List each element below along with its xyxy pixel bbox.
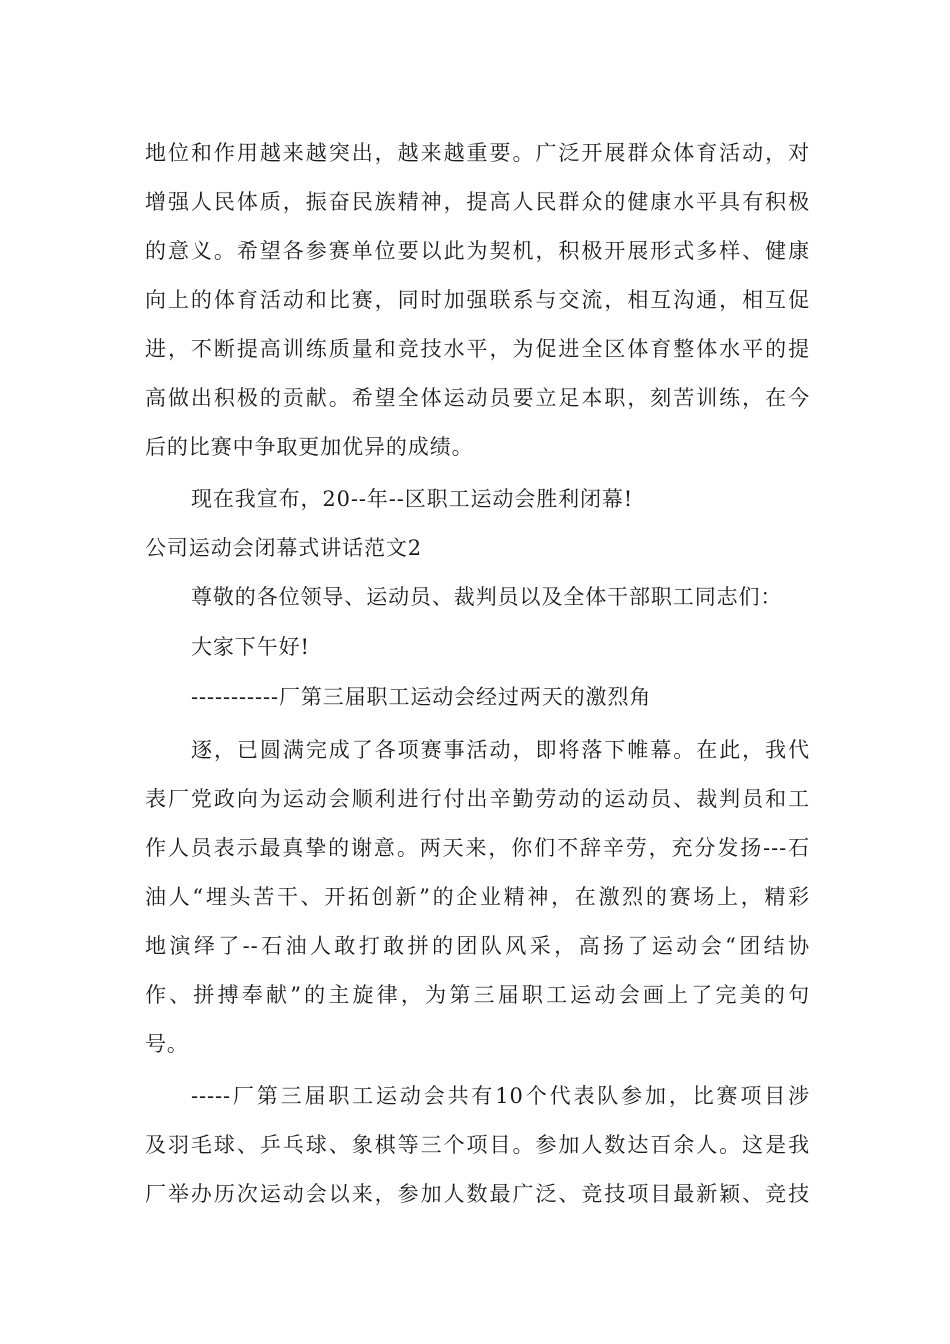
greeting-line: 大家下午好! xyxy=(191,635,310,659)
body-line: 地演绎了--石油人敢打敢拼的团队风采，高扬了运动会“团结协 xyxy=(145,934,810,958)
paragraph-line: 高做出积极的贡献。希望全体运动员要立足本职，刻苦训练，在今 xyxy=(145,386,810,410)
body-line: 作人员表示最真挚的谢意。两天来，你们不辞辛劳，充分发扬---石 xyxy=(145,836,810,860)
body-line: 油人“埋头苦干、开拓创新”的企业精神，在激烈的赛场上，精彩 xyxy=(145,885,810,909)
body-line: 表厂党政向为运动会顺利进行付出辛勤劳动的运动员、裁判员和工 xyxy=(145,787,810,811)
body-line: 作、拼搏奉献”的主旋律，为第三届职工运动会画上了完美的句 xyxy=(145,983,810,1007)
body-line: 逐，已圆满完成了各项赛事活动，即将落下帷幕。在此，我代 xyxy=(191,738,810,762)
body-line: 号。 xyxy=(145,1032,189,1056)
announcement-line: 现在我宣布，20--年--区职工运动会胜利闭幕! xyxy=(191,487,634,511)
paragraph-line: 进，不断提高训练质量和竞技水平，为促进全区体育整体水平的提 xyxy=(145,337,810,361)
body-line: 及羽毛球、乒乓球、象棋等三个项目。参加人数达百余人。这是我 xyxy=(145,1133,810,1157)
salutation-line: 尊敬的各位领导、运动员、裁判员以及全体干部职工同志们： xyxy=(191,585,783,609)
body-line: -----厂第三届职工运动会共有10个代表队参加，比赛项目涉 xyxy=(191,1084,810,1108)
paragraph-line: 后的比赛中争取更加优异的成绩。 xyxy=(145,435,474,459)
section-title: 公司运动会闭幕式讲话范文2 xyxy=(145,536,423,560)
paragraph-line: 向上的体育活动和比赛，同时加强联系与交流，相互沟通，相互促 xyxy=(145,288,810,312)
paragraph-line: 地位和作用越来越突出，越来越重要。广泛开展群众体育活动，对 xyxy=(145,141,810,165)
paragraph-line: 增强人民体质，振奋民族精神，提高人民群众的健康水平具有积极 xyxy=(145,190,810,214)
intro-line: -----------厂第三届职工运动会经过两天的激烈角 xyxy=(191,685,652,709)
body-line: 厂举办历次运动会以来，参加人数最广泛、竞技项目最新颖、竞技 xyxy=(145,1182,810,1206)
paragraph-line: 的意义。希望各参赛单位要以此为契机，积极开展形式多样、健康 xyxy=(145,239,810,263)
